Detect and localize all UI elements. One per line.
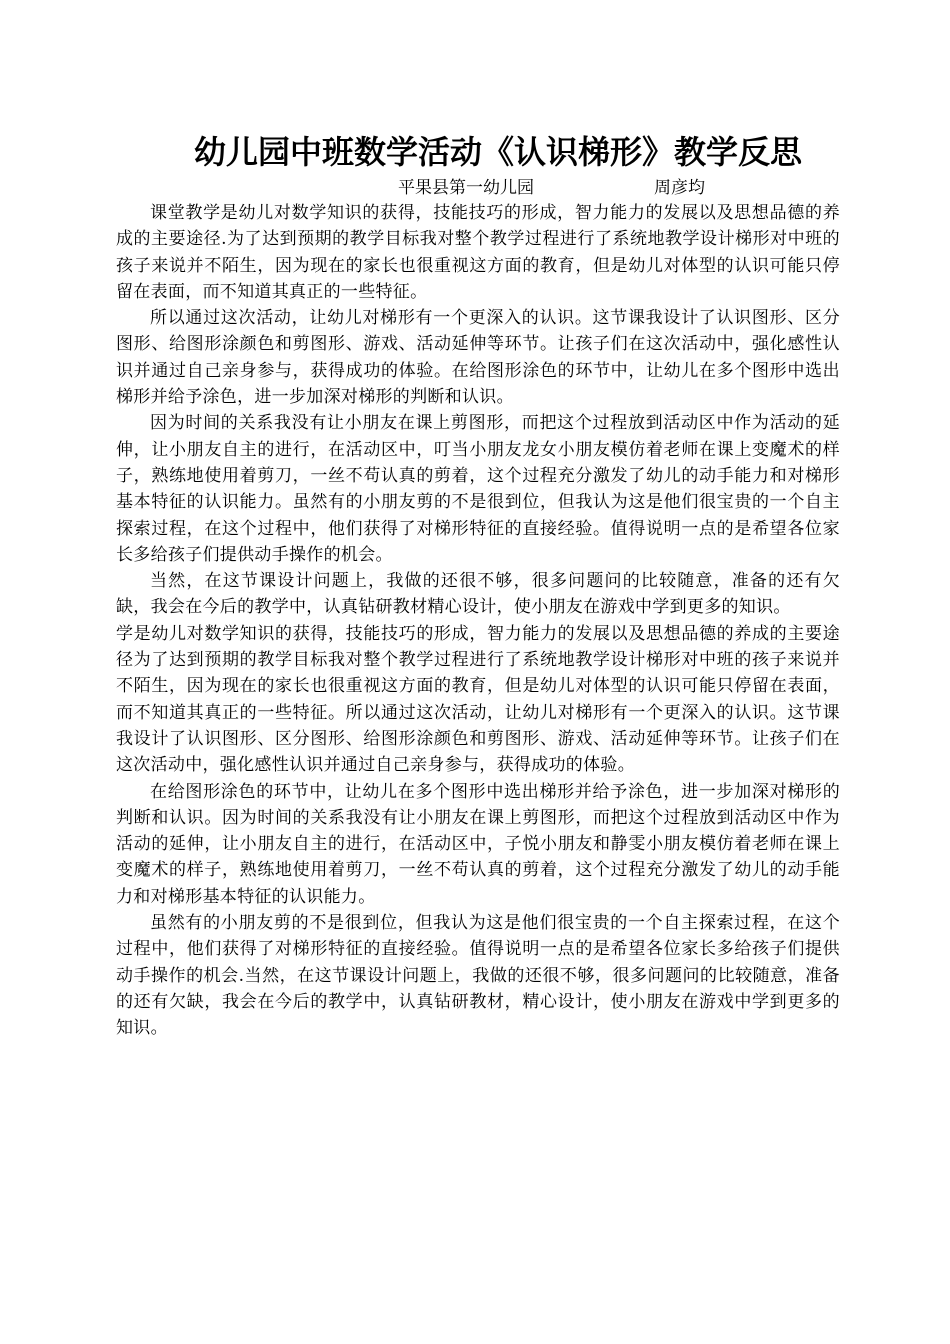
byline bbox=[398, 176, 705, 200]
paragraph-3: 因为时间的关系我没有让小朋友在课上剪图形，而把这个过程放到活动区中作为活动的延伸，让小朋友自主的进行，在活动区中，叮当小朋友龙女小朋友模仿着老师在课上变魔术的样子，熟练地使用着剪刀，一丝不苟认真的剪着，这个过程充分激发了幼儿的动手能力和对梯形基本特征的认识能力。虽然有的小朋友剪的不是很到位，但我认为这是他们很宝贵的一个自主探索过程，在这个过程中，他们获得了对梯形特征的直接经验。值得说明一点的是希望各位家长多给孩子们提供动手操作的机会。 bbox=[116, 413, 840, 565]
paragraph-4: 当然，在这节课设计问题上，我做的还很不够，很多问题问的比较随意，准备的还有欠缺，我会在今后的教学中，认真钻研教材精心设计，使小朋友在游戏中学到更多的知识。 bbox=[116, 571, 840, 618]
paragraph-2: 所以通过这次活动，让幼儿对梯形有一个更深入的认识。这节课我设计了认识图形、区分图形、给图形涂颜色和剪图形、游戏、活动延伸等环节。让孩子们在这次活动中，强化感性认识并通过自己亲身参与，获得成功的体验。在给图形涂色的环节中，让幼儿在多个图形中选出梯形并给予涂色，进一步加深对梯形的判断和认识。 bbox=[116, 308, 840, 408]
author-name: 周彦均 bbox=[654, 178, 705, 198]
paragraph-1: 课堂教学是幼儿对数学知识的获得，技能技巧的形成，智力能力的发展以及思想品德的养成的主要途径.为了达到预期的教学目标我对整个教学过程进行了系统地教学设计梯形对中班的孩子来说并不陌生，因为现在的家长也很重视这方面的教育，但是幼儿对体型的认识可能只停留在表面，而不知道其真正的一些特征。 bbox=[116, 203, 840, 302]
document-body bbox=[116, 200, 840, 1042]
paragraph-7: 虽然有的小朋友剪的不是很到位，但我认为这是他们很宝贵的一个自主探索过程，在这个过程中，他们获得了对梯形特征的直接经验。值得说明一点的是希望各位家长多给孩子们提供动手操作的机会.当然，在这节课设计问题上，我做的还很不够，很多问题问的比较随意，准备的还有欠缺，我会在今后的教学中，认真钻研教材，精心设计，使小朋友在游戏中学到更多的知识。 bbox=[116, 913, 840, 1039]
paragraph-5: 学是幼儿对数学知识的获得，技能技巧的形成，智力能力的发展以及思想品德的养成的主要途径为了达到预期的教学目标我对整个教学过程进行了系统地教学设计梯形对中班的孩子来说并不陌生，因为现在的家长也很重视这方面的教育，但是幼儿对体型的认识可能只停留在表面，而不知道其真正的一些特征。所以通过这次活动，让幼儿对梯形有一个更深入的认识。这节课我设计了认识图形、区分图形、给图形涂颜色和剪图形、游戏、活动延伸等环节。让孩子们在这次活动中，强化感性认识并通过自己亲身参与，获得成功的体验。 bbox=[116, 623, 840, 776]
paragraph-6: 在给图形涂色的环节中，让幼儿在多个图形中选出梯形并给予涂色，进一步加深对梯形的判断和认识。因为时间的关系我没有让小朋友在课上剪图形，而把这个过程放到活动区中作为活动的延伸，让小朋友自主的进行，在活动区中，子悦小朋友和静雯小朋友模仿着老师在课上变魔术的样子，熟练地使用着剪刀，一丝不苟认真的剪着，这个过程充分激发了幼儿的动手能力和对梯形基本特征的认识能力。 bbox=[116, 781, 840, 907]
school-name: 平果县第一幼儿园 bbox=[398, 178, 534, 198]
document-title: 幼儿园中班数学活动《认识梯形》教学反思 bbox=[193, 133, 802, 171]
